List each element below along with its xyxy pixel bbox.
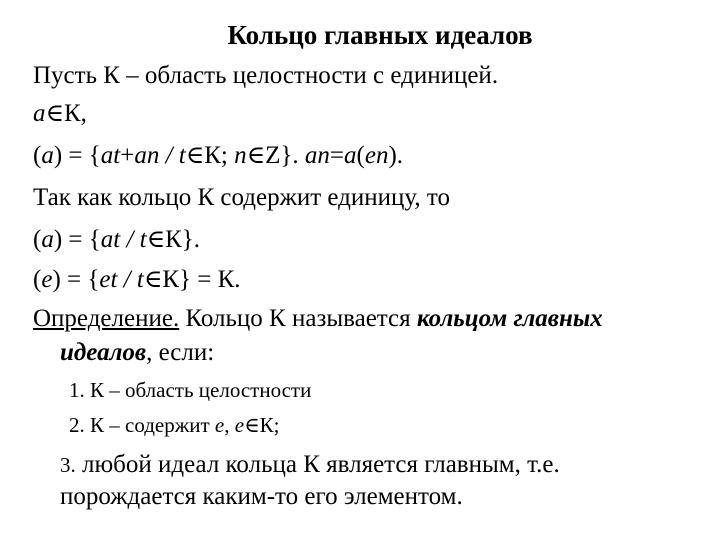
var-e: е	[214, 413, 225, 437]
text-fragment: (	[33, 226, 42, 253]
text-fragment: (	[33, 266, 42, 293]
text-fragment: /	[120, 226, 140, 253]
text-fragment: +	[120, 142, 135, 169]
var-at: at	[100, 142, 121, 169]
text-line-1: Пусть К – область целостности с единицей.	[33, 62, 499, 89]
text-fragment: ∈К} = К.	[143, 266, 241, 293]
text-fragment: ∈К;	[185, 142, 235, 169]
var-a: a	[33, 100, 46, 127]
text-fragment: ) = {	[52, 266, 100, 293]
list-item-1	[69, 376, 311, 404]
text-fragment: =	[329, 142, 345, 169]
list-item-3-continued: порождается каким-то его элементом.	[60, 483, 463, 510]
list-text: любой идеал кольца К является главным, т.е.	[75, 451, 560, 478]
text-fragment: ).	[388, 142, 404, 169]
text-fragment: ∈К,	[45, 100, 87, 127]
list-item-3	[60, 449, 560, 481]
var-a: a	[41, 226, 54, 253]
var-a: a	[344, 142, 357, 169]
var-t: t	[178, 142, 186, 169]
list-number: 3.	[60, 453, 76, 477]
text-fragment: (	[33, 142, 42, 169]
text-line-4: Так как кольцо К содержит единицу, то	[33, 184, 450, 211]
text-fragment: /	[117, 266, 137, 293]
text-fragment: ∈Z}.	[246, 142, 305, 169]
var-en: en	[364, 142, 389, 169]
var-n: n	[234, 142, 247, 169]
definition-line-2	[60, 337, 214, 369]
definition-label: Определение.	[33, 305, 180, 332]
text-line-3	[33, 140, 403, 172]
list-item-2	[69, 411, 279, 439]
text-fragment: ) = {	[53, 142, 101, 169]
list-number: 2.	[69, 413, 85, 437]
text-fragment: /	[159, 142, 179, 169]
var-t: t	[136, 266, 144, 293]
text-fragment: (	[356, 142, 365, 169]
var-e: е	[234, 413, 245, 437]
var-et: et	[99, 266, 118, 293]
list-number: 1.	[69, 378, 85, 402]
definition-term: кольцом главных	[416, 305, 603, 332]
text-line-2	[33, 98, 87, 130]
definition-text: Кольцо К называется	[179, 305, 417, 332]
list-text: К – содержит	[84, 413, 215, 437]
var-t: t	[139, 226, 147, 253]
var-a: a	[41, 142, 54, 169]
list-text: К – область целостности	[84, 378, 312, 402]
list-text: ∈К;	[244, 413, 280, 437]
text-line-5	[33, 224, 200, 256]
text-fragment: ∈К}.	[146, 226, 201, 253]
definition-line	[33, 303, 603, 335]
definition-tail: , если:	[146, 339, 215, 366]
text-line-6	[33, 264, 241, 296]
var-an: an	[134, 142, 160, 169]
var-an: an	[304, 142, 330, 169]
definition-term: идеалов	[60, 339, 147, 366]
text-fragment: ) = {	[53, 226, 101, 253]
var-e: e	[41, 266, 53, 293]
list-text: ,	[224, 413, 235, 437]
page-title: Кольцо главных идеалов	[227, 20, 533, 50]
var-at: at	[100, 226, 121, 253]
